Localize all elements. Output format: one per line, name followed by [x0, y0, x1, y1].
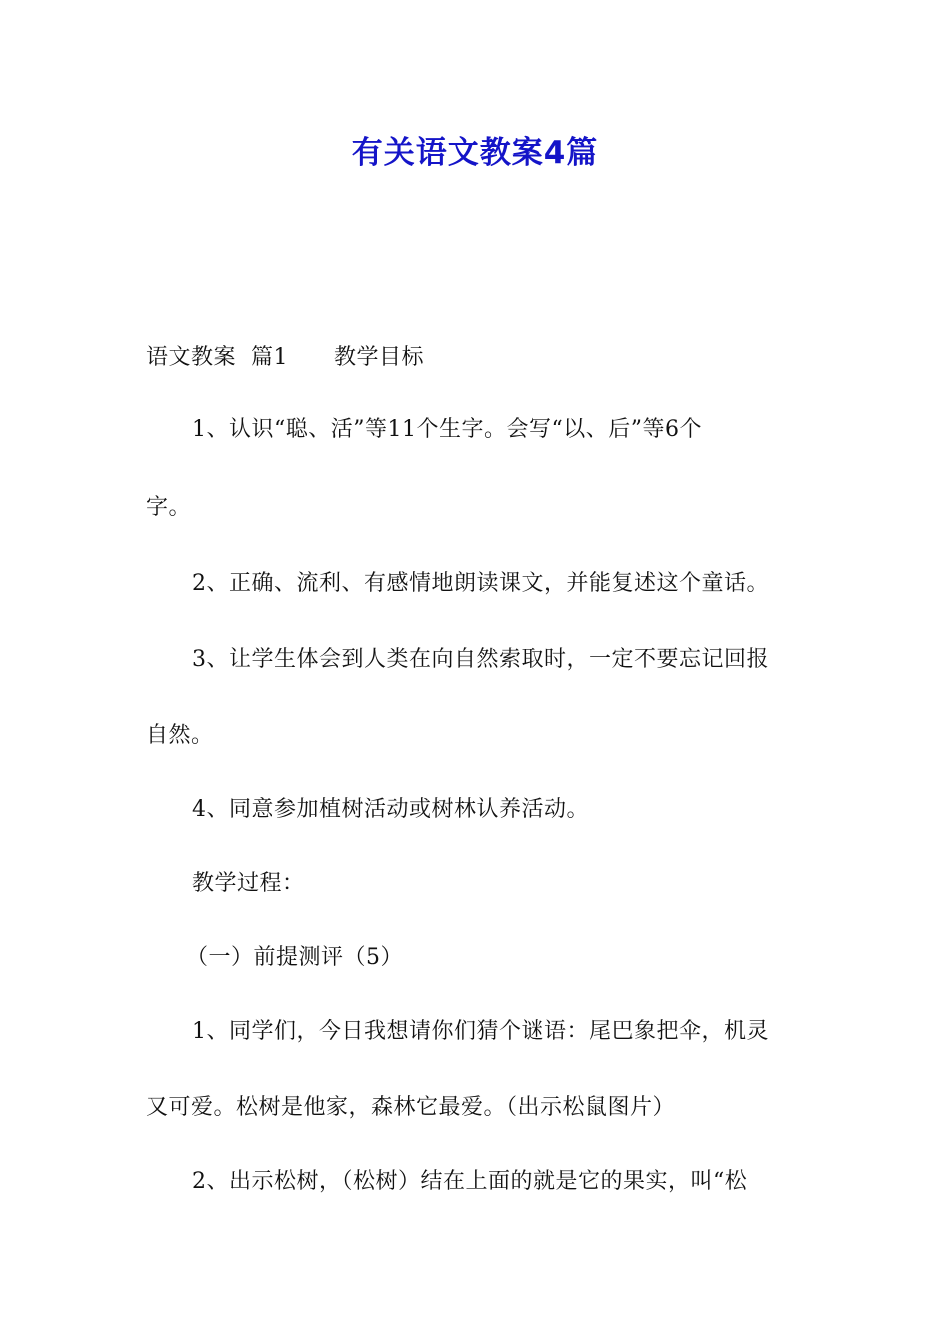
- paragraph-line: 4、同意参加植树活动或树林认养活动。: [192, 797, 589, 822]
- paragraph-line: 自然。: [146, 723, 214, 748]
- paragraph-line: 2、正确、流利、有感情地朗读课文，并能复述这个童话。: [192, 571, 769, 596]
- page-title: 有关语文教案4篇: [351, 135, 599, 171]
- heading-section: 教学目标: [333, 345, 424, 370]
- heading-prefix: 语文教案 篇1: [146, 345, 288, 370]
- paragraph-line: 1、同学们，今日我想请你们猜个谜语：尾巴象把伞，机灵: [192, 1019, 769, 1044]
- paragraph-line: （一）前提测评（5）: [186, 945, 403, 970]
- paragraph-line: 2、出示松树，（松树）结在上面的就是它的果实，叫“松: [192, 1169, 748, 1194]
- paragraph-line: 字。: [146, 495, 192, 520]
- paragraph-line: 3、让学生体会到人类在向自然索取时，一定不要忘记回报: [192, 647, 769, 672]
- paragraph-line: 又可爱。松树是他家，森林它最爱。（出示松鼠图片）: [146, 1095, 676, 1120]
- heading-line: [146, 340, 808, 376]
- paragraph-line: 1、认识“聪、活”等11个生字。会写“以、后”等6个: [192, 417, 702, 442]
- paragraph-line: 教学过程：: [192, 871, 305, 896]
